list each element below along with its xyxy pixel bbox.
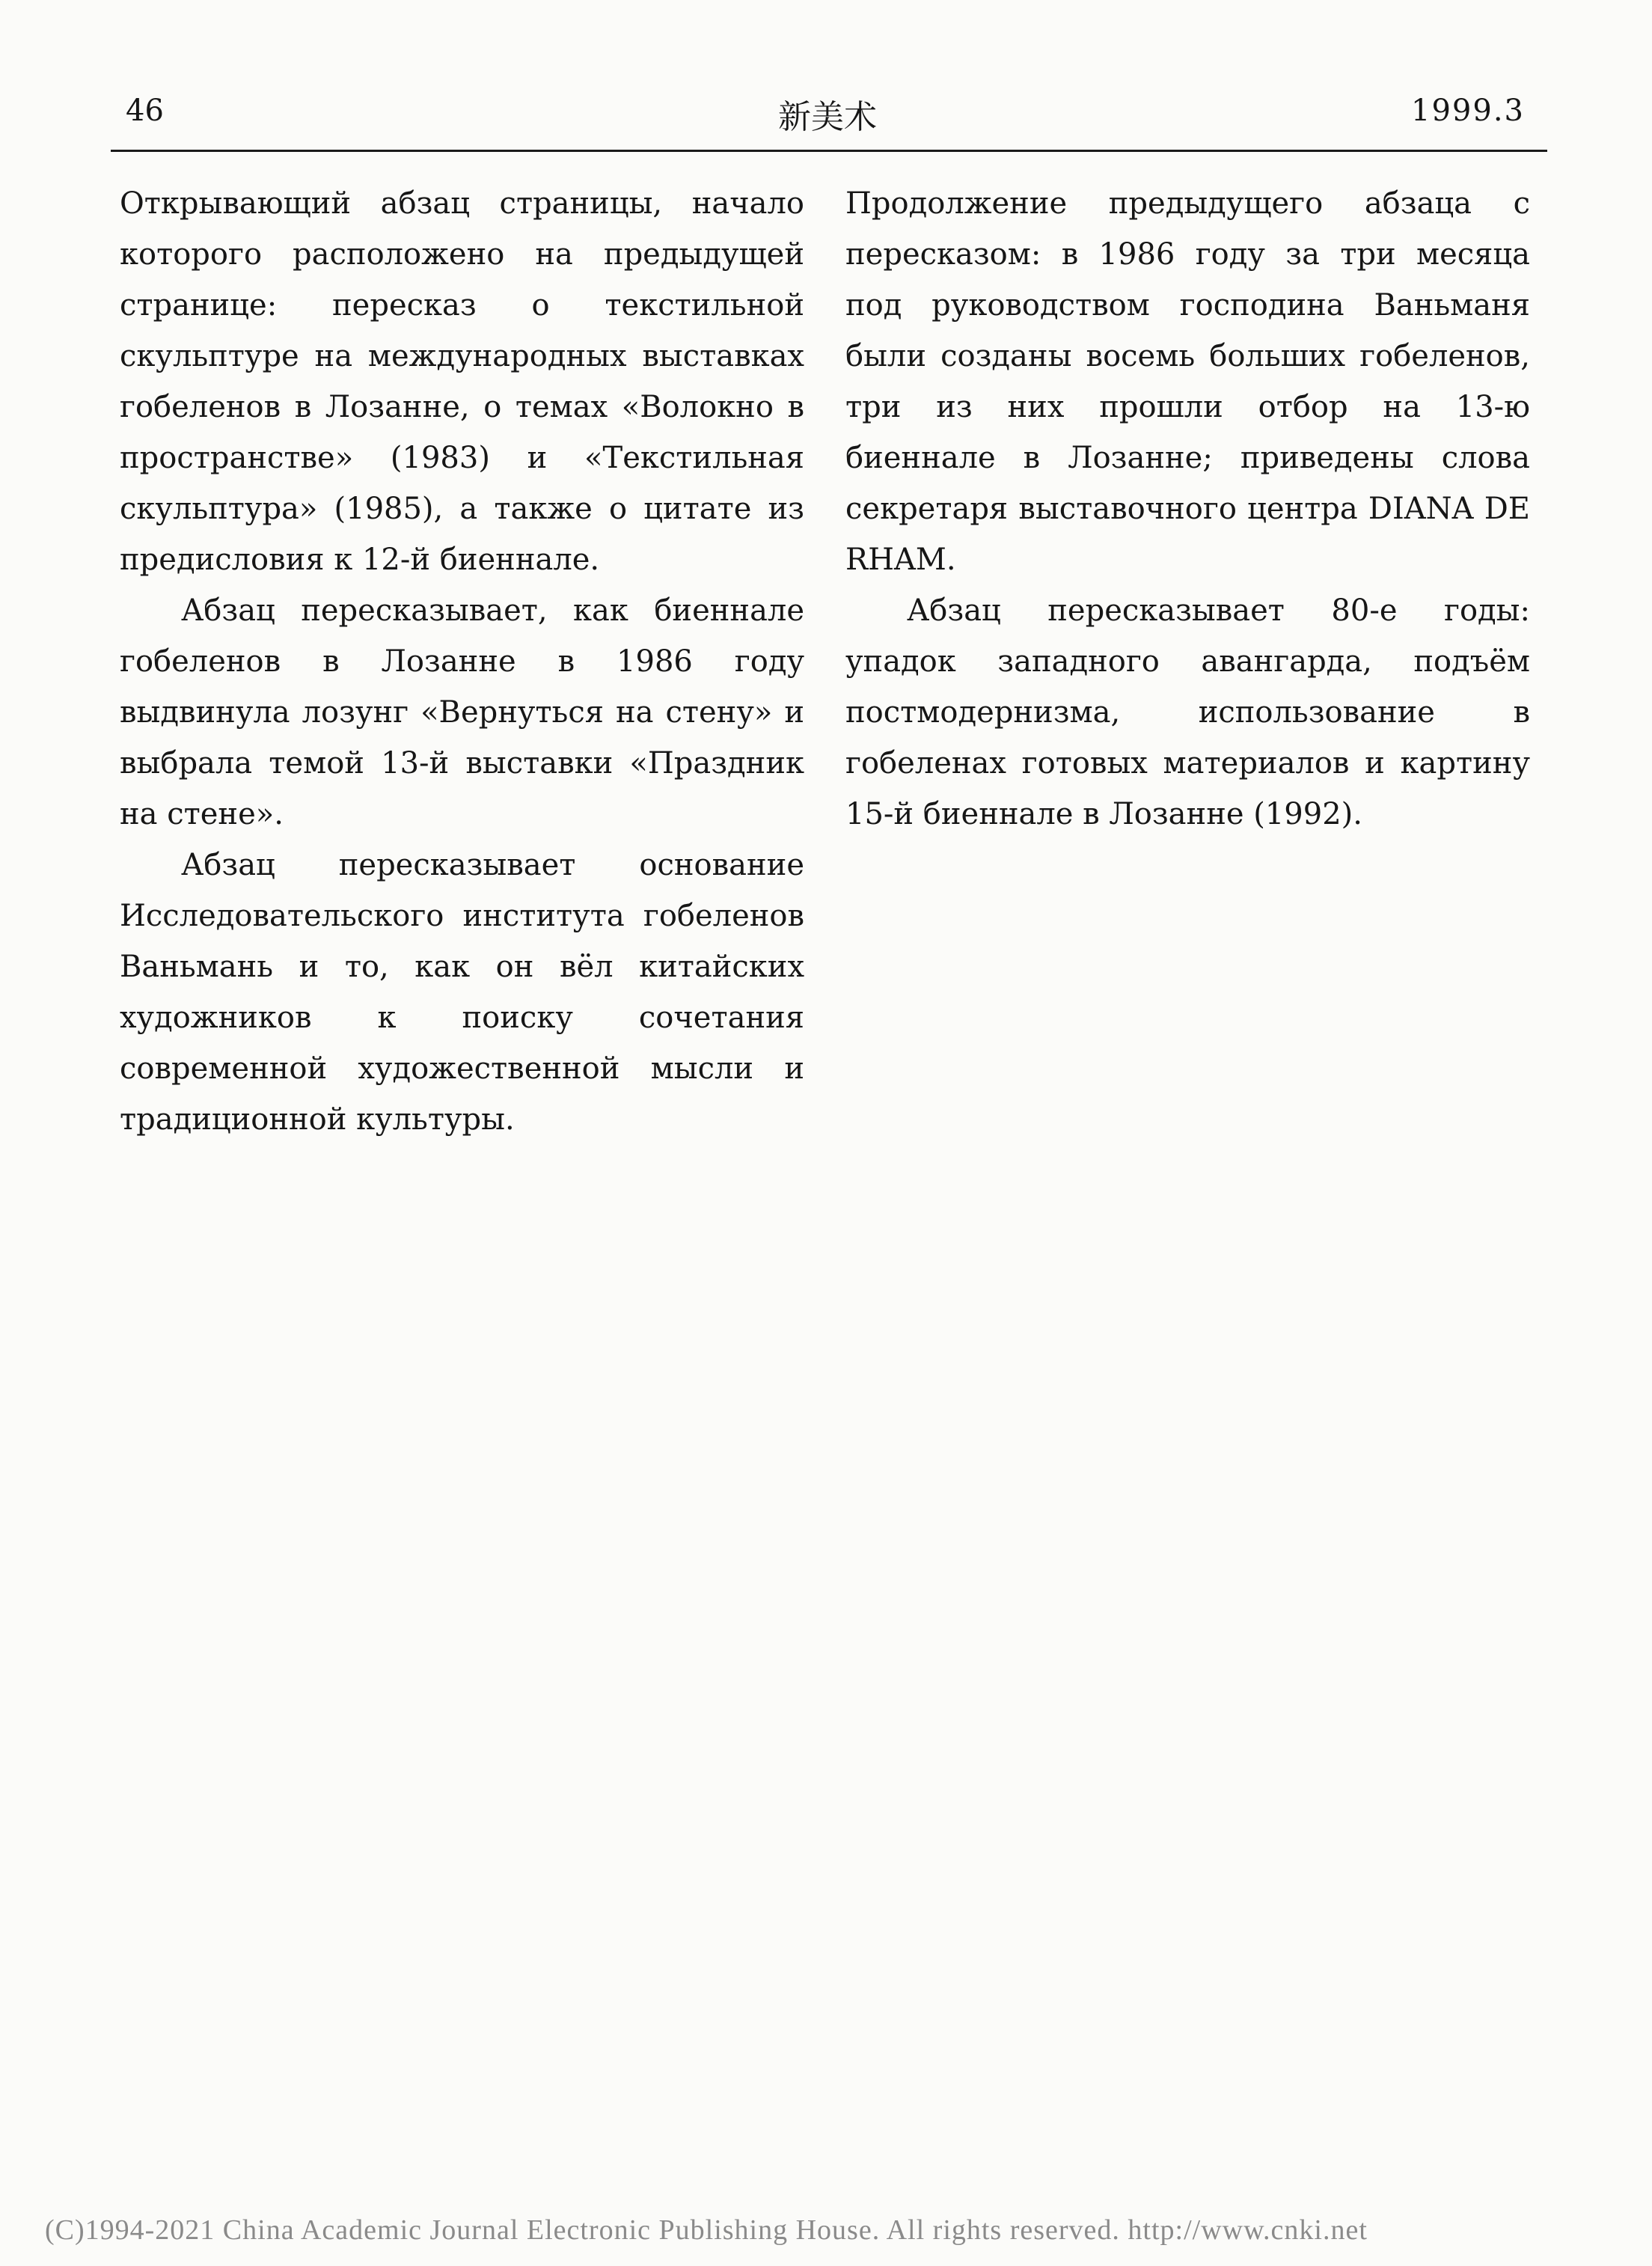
- paragraph: Продолжение предыдущего абзаца с пересказом: в 1986 году за три месяца под руководством господина Ваньманя были созданы восемь больших гобеленов, три из них прошли отбор на 13-ю биеннале в Лозанне; приведены слова секретаря выставочного центра DIANA DE RHAM.: [845, 186, 1530, 577]
- copyright-footer: (C)1994-2021 China Academic Journal Electronic Publishing House. All rights reserved. http://www.cnki.net: [45, 2214, 1368, 2246]
- page-header: [0, 0, 1652, 165]
- paragraph: Абзац пересказывает, как биеннале гобеленов в Лозанне в 1986 году выдвинула лозунг «Вернуться на стену» и выбрала темой 13-й выставки «Праздник на стене».: [120, 593, 804, 831]
- header-rule: [111, 150, 1547, 152]
- issue-number: 1999.3: [1411, 94, 1525, 128]
- left-column: [120, 178, 804, 2244]
- right-column: [845, 178, 1530, 2244]
- paragraph: Абзац пересказывает основание Исследовательского института гобеленов Ваньмань и то, как он вёл китайских художников к поиску сочетания современной художественной мысли и традиционной культуры.: [120, 848, 804, 1137]
- paragraph: Открывающий абзац страницы, начало которого расположено на предыдущей странице: пересказ о текстильной скульптуре на международных выставках гобеленов в Лозанне, о темах «Волокно в пространстве» (1983) и «Текстильная скульптура» (1985), а также о цитате из предисловия к 12-й биеннале.: [120, 186, 804, 577]
- journal-title: 新美术: [778, 98, 877, 136]
- paragraph: Абзац пересказывает 80-е годы: упадок западного авангарда, подъём постмодернизма, использование в гобеленах готовых материалов и картину 15-й биеннале в Лозанне (1992).: [845, 593, 1530, 831]
- page-number: 46: [126, 94, 164, 128]
